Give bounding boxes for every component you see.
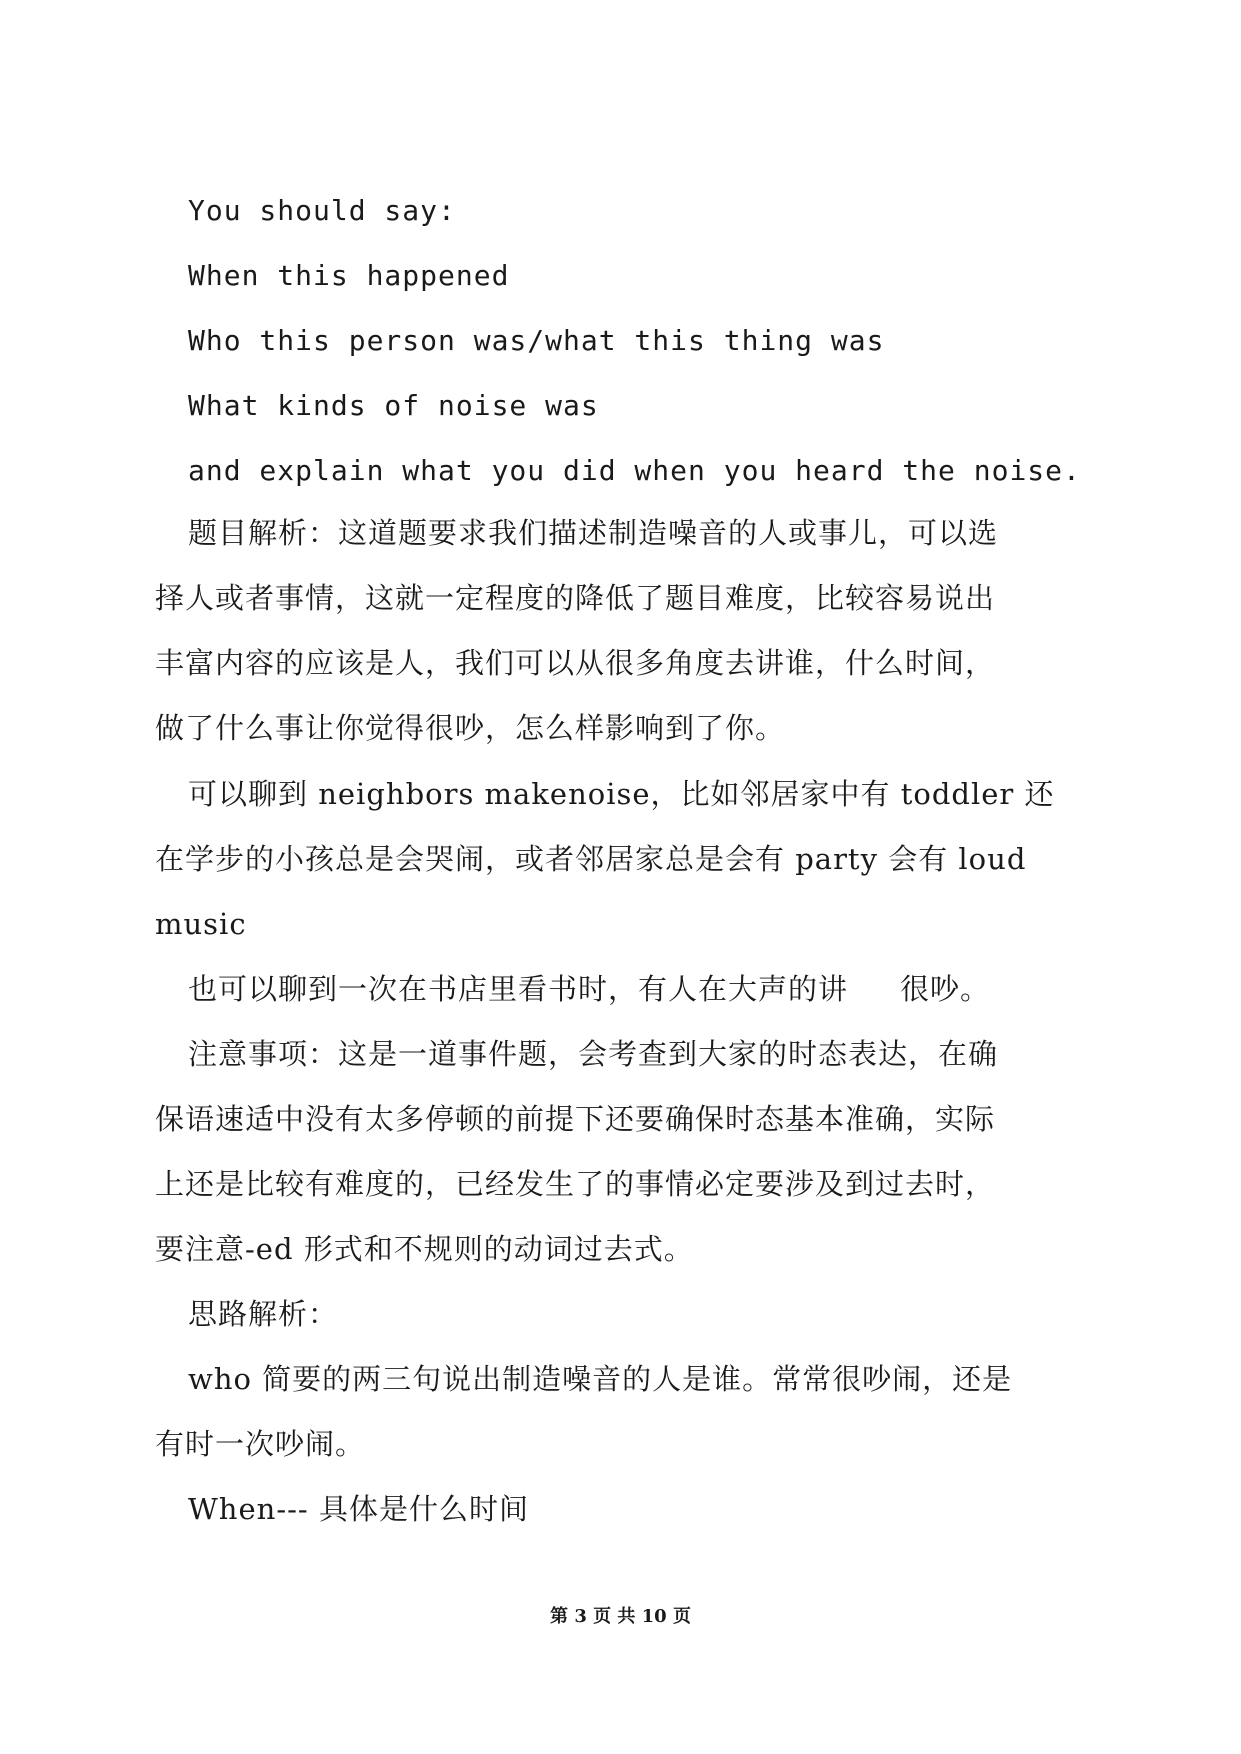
examples-line-1: 可以聊到 neighbors makenoise，比如邻居家中有 toddler 还 [188,777,1055,811]
notes-line-1: 注意事项：这是一道事件题，会考查到大家的时态表达，在确 [188,1037,999,1071]
prompt-question-kinds: What kinds of noise was [188,389,599,422]
prompt-question-when: When this happened [188,259,510,292]
page-number-footer: 第 3 页 共 10 页 [550,1606,691,1627]
notes-line-4: 要注意-ed 形式和不规则的动词过去式。 [155,1232,694,1266]
examples-line-2: 在学步的小孩总是会哭闹，或者邻居家总是会有 party 会有 loud [155,842,1027,876]
examples-line-4-part-a: 也可以聊到一次在书店里看书时，有人在大声的讲 [188,972,849,1006]
prompt-question-explain: and explain what you did when you heard the noise. [188,454,1081,487]
examples-line-4-part-b: 很吵。 [900,972,991,1006]
approach-when-line: When--- 具体是什么时间 [188,1492,529,1526]
examples-line-4 [188,969,990,1009]
approach-who-line-1: who 简要的两三句说出制造噪音的人是谁。常常很吵闹，还是 [188,1362,1013,1396]
analysis-line-2: 择人或者事情，这就一定程度的降低了题目难度，比较容易说出 [155,581,996,615]
analysis-line-3: 丰富内容的应该是人，我们可以从很多角度去讲谁，什么时间， [155,646,996,680]
approach-heading: 思路解析： [188,1297,339,1331]
notes-line-2: 保语速适中没有太多停顿的前提下还要确保时态基本准确，实际 [155,1102,996,1136]
approach-who-line-2: 有时一次吵闹。 [155,1427,366,1461]
notes-line-3: 上还是比较有难度的，已经发生了的事情必定要涉及到过去时， [155,1167,996,1201]
examples-line-3: music [155,907,247,941]
analysis-line-1: 题目解析：这道题要求我们描述制造噪音的人或事儿，可以选 [188,516,999,550]
prompt-question-who: Who this person was/what this thing was [188,324,885,357]
prompt-intro: You should say: [188,194,456,227]
analysis-line-4: 做了什么事让你觉得很吵，怎么样影响到了你。 [155,711,786,745]
